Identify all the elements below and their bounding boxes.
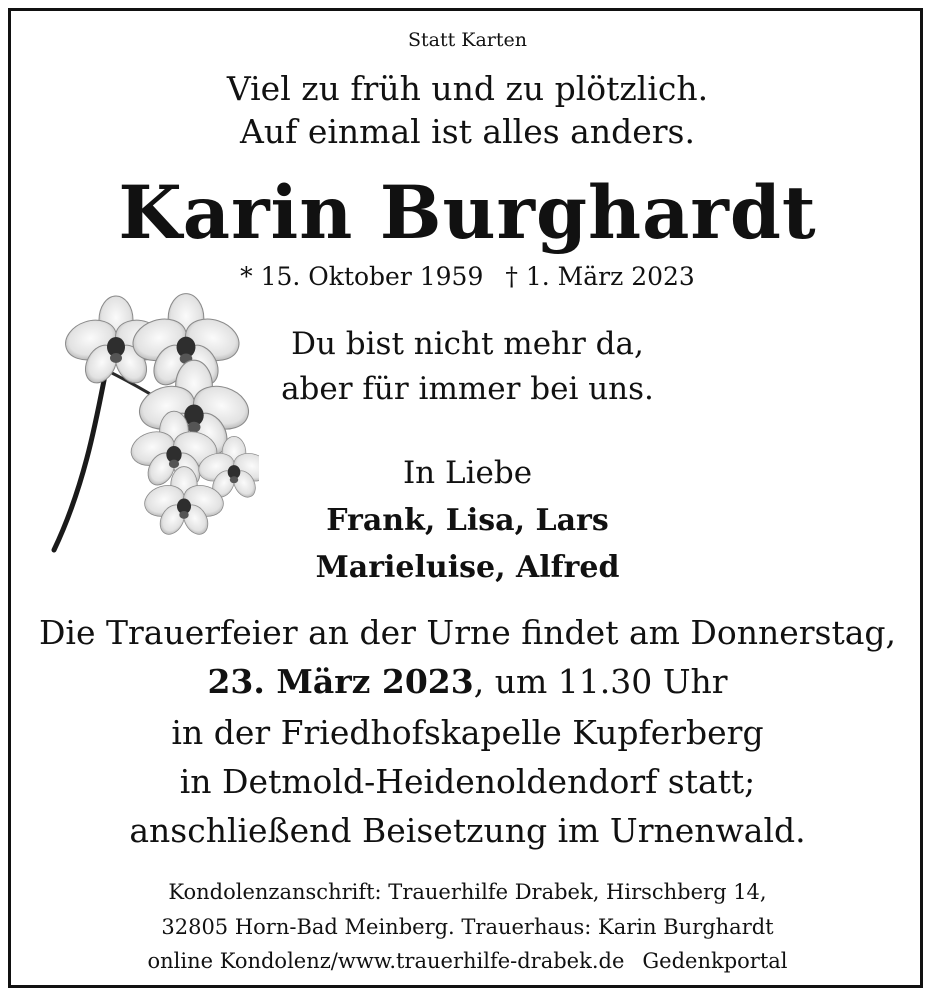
service-time: , um 11.30 Uhr <box>473 662 728 701</box>
service-date: 23. März 2023 <box>207 662 474 701</box>
mourners-line-1: Frank, Lisa, Lars <box>326 503 609 538</box>
deceased-name: Karin Burghardt <box>118 170 817 256</box>
orchid-image <box>44 292 259 557</box>
quote-line-2: aber für immer bei uns. <box>281 371 654 407</box>
quote-line-1: Du bist nicht mehr da, <box>291 326 644 362</box>
service-line-4: in Detmold-Heidenoldendorf statt; <box>179 762 756 801</box>
mourners-line-2: Marieluise, Alfred <box>315 550 620 585</box>
service-line-5: anschließend Beisetzung im Urnenwald. <box>129 811 806 850</box>
memorial-portal-link[interactable]: Gedenkportal <box>642 949 788 973</box>
contact-line-2: 32805 Horn-Bad Meinberg. Trauerhaus: Karin Burghardt <box>161 915 774 939</box>
contact-line-1: Kondolenzanschrift: Trauerhilfe Drabek, Hirschberg 14, <box>168 880 767 904</box>
epitaph-line-1: Viel zu früh und zu plötzlich. <box>226 69 709 108</box>
service-line-2 <box>0 662 935 701</box>
online-condolence-link[interactable]: online Kondolenz/www.trauerhilfe-drabek.de <box>147 949 625 973</box>
death-date: † 1. März 2023 <box>505 262 695 291</box>
contact-line-3 <box>0 949 935 973</box>
header-note: Statt Karten <box>407 29 527 51</box>
life-dates <box>0 262 935 291</box>
birth-date: * 15. Oktober 1959 <box>240 262 484 291</box>
love-intro: In Liebe <box>402 455 533 491</box>
service-line-1: Die Trauerfeier an der Urne findet am Donnerstag, <box>38 613 897 652</box>
service-line-3: in der Friedhofskapelle Kupferberg <box>171 713 764 752</box>
epitaph-line-2: Auf einmal ist alles anders. <box>240 112 695 151</box>
